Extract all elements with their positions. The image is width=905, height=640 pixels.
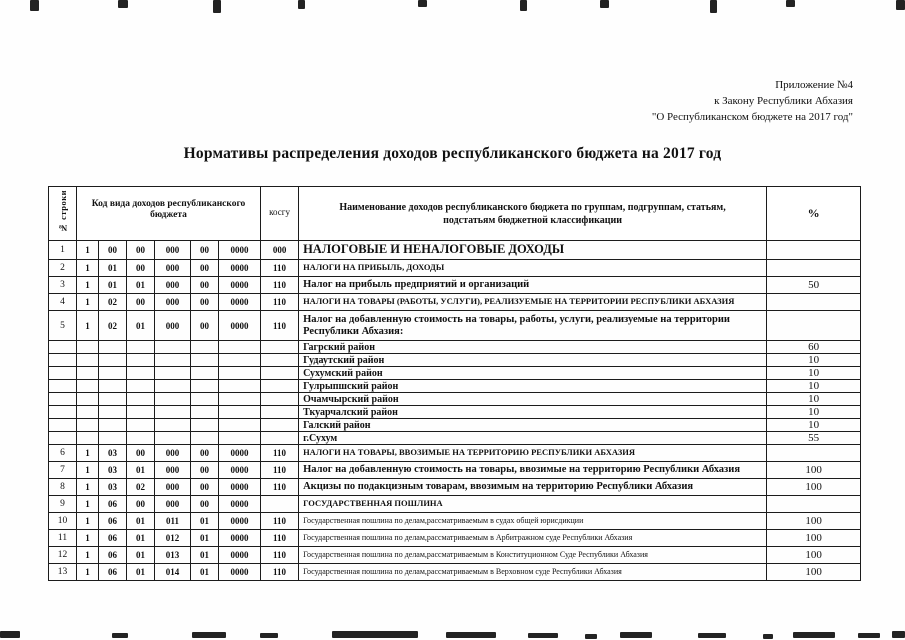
cell-row-number: 3: [49, 277, 77, 294]
scan-artifact: [858, 633, 880, 638]
cell-percent: 100: [767, 530, 861, 547]
scan-artifact: [793, 632, 835, 638]
scan-artifact: [585, 634, 597, 639]
cell-code-program: [219, 367, 261, 380]
cell-income-name: Очамчырский район: [299, 393, 767, 406]
scan-artifact: [30, 0, 39, 11]
table-row: [49, 277, 861, 294]
cell-code-program: 0000: [219, 311, 261, 341]
cell-code-element: [191, 341, 219, 354]
cell-code-article: [127, 432, 155, 445]
table-row: [49, 341, 861, 354]
cell-code-article: [127, 393, 155, 406]
cell-row-number: 1: [49, 241, 77, 260]
cell-code-article: 00: [127, 241, 155, 260]
cell-income-name: Государственная пошлина по делам,рассматриваемым в Верховном суде Республики Абхазия: [299, 564, 767, 581]
cell-code-group: 1: [77, 462, 99, 479]
col-header-kosgu: [261, 187, 299, 241]
cell-code-element: 01: [191, 547, 219, 564]
cell-code-group: [77, 367, 99, 380]
cell-row-number: 7: [49, 462, 77, 479]
cell-code-element: 00: [191, 445, 219, 462]
scan-artifact: [332, 631, 418, 638]
cell-percent: [767, 241, 861, 260]
budget-table: [48, 186, 861, 581]
cell-code-article: [127, 341, 155, 354]
cell-income-name: Налог на добавленную стоимость на товары, ввозимые на территорию Республики Абхазия: [299, 462, 767, 479]
scan-artifact: [698, 633, 726, 638]
cell-code-subgroup: 03: [99, 445, 127, 462]
col-header-percent: [767, 187, 861, 241]
cell-code-subgroup: 01: [99, 260, 127, 277]
cell-code-group: 1: [77, 311, 99, 341]
cell-code-element: [191, 393, 219, 406]
table-row: [49, 479, 861, 496]
cell-code-article: 00: [127, 445, 155, 462]
cell-percent: 100: [767, 513, 861, 530]
scan-artifact: [896, 0, 905, 10]
document-title: Нормативы распределения доходов республиканского бюджета на 2017 год: [183, 145, 722, 162]
cell-code-element: [191, 432, 219, 445]
cell-row-number: 6: [49, 445, 77, 462]
cell-code-program: 0000: [219, 530, 261, 547]
cell-code-subgroup: [99, 432, 127, 445]
cell-income-name: Гагрский район: [299, 341, 767, 354]
col-header-code: [77, 187, 261, 241]
cell-code-program: 0000: [219, 462, 261, 479]
cell-code-subgroup: [99, 380, 127, 393]
cell-percent: 60: [767, 341, 861, 354]
cell-code-article: [127, 406, 155, 419]
cell-code-subgroup: 02: [99, 311, 127, 341]
cell-code-subgroup: 06: [99, 496, 127, 513]
cell-row-number: [49, 432, 77, 445]
cell-code-element: 00: [191, 462, 219, 479]
cell-code-article: 01: [127, 547, 155, 564]
cell-income-name: Акцизы по подакцизным товарам, ввозимым на территорию Республики Абхазия: [299, 479, 767, 496]
cell-code-article: 00: [127, 260, 155, 277]
cell-code-subarticle: [155, 393, 191, 406]
table-row: [49, 445, 861, 462]
cell-row-number: 8: [49, 479, 77, 496]
cell-code-article: [127, 419, 155, 432]
cell-code-program: 0000: [219, 479, 261, 496]
cell-income-name: Гудаутский район: [299, 354, 767, 367]
cell-income-name: Государственная пошлина по делам,рассматриваемым в судах общей юрисдикции: [299, 513, 767, 530]
cell-kosgu: 110: [261, 277, 299, 294]
cell-percent: 10: [767, 393, 861, 406]
cell-percent: 50: [767, 277, 861, 294]
cell-code-subgroup: 06: [99, 513, 127, 530]
cell-code-program: [219, 380, 261, 393]
table-row: [49, 380, 861, 393]
cell-code-subarticle: 000: [155, 294, 191, 311]
cell-code-program: 0000: [219, 564, 261, 581]
table-row: [49, 393, 861, 406]
cell-percent: 100: [767, 547, 861, 564]
cell-row-number: 4: [49, 294, 77, 311]
cell-percent: [767, 311, 861, 341]
table-row: [49, 311, 861, 341]
cell-code-element: [191, 380, 219, 393]
appendix-line: Приложение №4: [775, 79, 853, 91]
cell-kosgu: 110: [261, 260, 299, 277]
appendix-line: к Закону Республики Абхазия: [714, 94, 853, 107]
cell-code-article: 02: [127, 479, 155, 496]
cell-percent: [767, 445, 861, 462]
cell-code-group: 1: [77, 564, 99, 581]
cell-income-name: г.Сухум: [299, 432, 767, 445]
cell-code-article: 01: [127, 513, 155, 530]
cell-row-number: [49, 419, 77, 432]
cell-code-article: 00: [127, 496, 155, 513]
cell-code-program: [219, 354, 261, 367]
cell-percent: 10: [767, 406, 861, 419]
appendix-line: "О Республиканском бюджете на 2017 год": [651, 110, 853, 123]
cell-kosgu: [261, 419, 299, 432]
cell-code-subarticle: 000: [155, 496, 191, 513]
cell-kosgu: 110: [261, 564, 299, 581]
cell-code-subgroup: 03: [99, 462, 127, 479]
scan-artifact: [600, 0, 609, 8]
cell-kosgu: 110: [261, 445, 299, 462]
scan-artifact: [118, 0, 128, 8]
table-row: [49, 367, 861, 380]
table-row: [49, 530, 861, 547]
cell-income-name: Галский район: [299, 419, 767, 432]
cell-code-group: 1: [77, 513, 99, 530]
scan-artifact: [763, 634, 773, 639]
cell-income-name: Налог на добавленную стоимость на товары, работы, услуги, реализуемые на территории Республики Абхазия:: [299, 311, 767, 341]
table-row: [49, 462, 861, 479]
cell-code-subgroup: 00: [99, 241, 127, 260]
cell-kosgu: [261, 432, 299, 445]
col-header-row-number: [49, 187, 77, 241]
cell-row-number: 12: [49, 547, 77, 564]
cell-percent: 10: [767, 419, 861, 432]
scan-artifact: [528, 633, 558, 638]
scan-artifact: [620, 632, 652, 638]
cell-kosgu: 110: [261, 311, 299, 341]
cell-code-article: 01: [127, 311, 155, 341]
cell-code-subgroup: [99, 341, 127, 354]
cell-code-subarticle: 000: [155, 277, 191, 294]
cell-percent: [767, 260, 861, 277]
cell-kosgu: [261, 367, 299, 380]
cell-code-program: 0000: [219, 241, 261, 260]
cell-income-name: НАЛОГОВЫЕ И НЕНАЛОГОВЫЕ ДОХОДЫ: [299, 241, 767, 260]
table-row: [49, 564, 861, 581]
table-row: [49, 547, 861, 564]
cell-row-number: 10: [49, 513, 77, 530]
cell-code-group: 1: [77, 294, 99, 311]
cell-percent: 100: [767, 564, 861, 581]
table-row: [49, 496, 861, 513]
cell-row-number: [49, 367, 77, 380]
cell-code-group: 1: [77, 445, 99, 462]
scan-artifact: [192, 632, 226, 638]
cell-row-number: 2: [49, 260, 77, 277]
kosgu-header-label: косгу: [269, 207, 290, 217]
cell-percent: [767, 496, 861, 513]
cell-code-element: [191, 406, 219, 419]
cell-code-program: [219, 419, 261, 432]
cell-code-element: 00: [191, 496, 219, 513]
scan-artifact: [260, 633, 278, 638]
code-header-label: Код вида доходов республиканского бюджета: [91, 198, 246, 220]
cell-code-subarticle: [155, 354, 191, 367]
income-name-header-label: Наименование доходов республиканского бюджета по группам, подгруппам, статьям, подстатьям бюджетной классификации: [339, 201, 726, 226]
cell-code-subarticle: 000: [155, 311, 191, 341]
cell-code-group: 1: [77, 241, 99, 260]
cell-kosgu: [261, 406, 299, 419]
cell-code-subgroup: 06: [99, 547, 127, 564]
cell-code-subarticle: [155, 341, 191, 354]
cell-code-group: [77, 341, 99, 354]
cell-code-subarticle: [155, 406, 191, 419]
cell-code-subarticle: 012: [155, 530, 191, 547]
cell-code-subgroup: 06: [99, 530, 127, 547]
cell-code-program: 0000: [219, 294, 261, 311]
cell-code-element: [191, 419, 219, 432]
cell-code-subgroup: [99, 419, 127, 432]
cell-code-element: 00: [191, 479, 219, 496]
cell-code-subgroup: 01: [99, 277, 127, 294]
cell-row-number: 13: [49, 564, 77, 581]
cell-code-element: 01: [191, 564, 219, 581]
table-row: [49, 294, 861, 311]
cell-row-number: [49, 380, 77, 393]
cell-code-group: [77, 354, 99, 367]
cell-kosgu: [261, 354, 299, 367]
cell-kosgu: 110: [261, 530, 299, 547]
cell-income-name: НАЛОГИ НА ТОВАРЫ (РАБОТЫ, УСЛУГИ), РЕАЛИЗУЕМЫЕ НА ТЕРРИТОРИИ РЕСПУБЛИКИ АБХАЗИЯ: [299, 294, 767, 311]
percent-header-label: %: [807, 206, 820, 220]
cell-income-name: ГОСУДАРСТВЕННАЯ ПОШЛИНА: [299, 496, 767, 513]
cell-code-program: 0000: [219, 260, 261, 277]
cell-code-article: 01: [127, 462, 155, 479]
cell-code-element: 01: [191, 530, 219, 547]
cell-code-element: 00: [191, 241, 219, 260]
scan-artifact: [112, 633, 128, 638]
cell-code-subarticle: 013: [155, 547, 191, 564]
cell-row-number: [49, 354, 77, 367]
scan-artifact: [710, 0, 717, 13]
cell-code-program: 0000: [219, 445, 261, 462]
cell-code-program: [219, 406, 261, 419]
cell-kosgu: 110: [261, 462, 299, 479]
cell-code-element: 00: [191, 260, 219, 277]
table-row: [49, 260, 861, 277]
cell-code-subarticle: [155, 432, 191, 445]
table-row: [49, 419, 861, 432]
cell-income-name: Государственная пошлина по делам,рассматриваемым в Конституционном Суде Республики Абхазия: [299, 547, 767, 564]
cell-kosgu: 110: [261, 513, 299, 530]
cell-code-program: [219, 341, 261, 354]
cell-percent: [767, 294, 861, 311]
cell-code-group: [77, 406, 99, 419]
scan-artifact: [213, 0, 221, 13]
cell-percent: 10: [767, 354, 861, 367]
scan-artifact: [892, 631, 905, 638]
cell-income-name: НАЛОГИ НА ПРИБЫЛЬ, ДОХОДЫ: [299, 260, 767, 277]
cell-code-article: [127, 367, 155, 380]
cell-code-element: 01: [191, 513, 219, 530]
cell-row-number: [49, 406, 77, 419]
cell-code-program: 0000: [219, 496, 261, 513]
cell-percent: 10: [767, 367, 861, 380]
cell-percent: 10: [767, 380, 861, 393]
table-row: [49, 432, 861, 445]
cell-code-article: 01: [127, 530, 155, 547]
cell-income-name: НАЛОГИ НА ТОВАРЫ, ВВОЗИМЫЕ НА ТЕРРИТОРИЮ РЕСПУБЛИКИ АБХАЗИЯ: [299, 445, 767, 462]
scan-artifact: [0, 631, 20, 638]
cell-code-subgroup: 03: [99, 479, 127, 496]
table-row: [49, 241, 861, 260]
cell-code-group: 1: [77, 277, 99, 294]
cell-code-element: 00: [191, 311, 219, 341]
cell-code-group: 1: [77, 547, 99, 564]
cell-code-subarticle: 000: [155, 479, 191, 496]
table-body: [49, 241, 861, 581]
scan-artifact: [446, 632, 496, 638]
cell-kosgu: 110: [261, 479, 299, 496]
cell-code-program: [219, 432, 261, 445]
cell-code-group: [77, 419, 99, 432]
cell-row-number: [49, 341, 77, 354]
col-header-income-name: [299, 187, 767, 241]
cell-kosgu: 000: [261, 241, 299, 260]
appendix-note: [652, 78, 853, 126]
cell-code-element: [191, 367, 219, 380]
cell-code-program: 0000: [219, 547, 261, 564]
cell-code-program: 0000: [219, 513, 261, 530]
scan-artifact: [786, 0, 795, 7]
cell-code-subgroup: [99, 367, 127, 380]
cell-code-subarticle: 000: [155, 241, 191, 260]
cell-kosgu: [261, 341, 299, 354]
cell-code-article: [127, 380, 155, 393]
cell-code-article: [127, 354, 155, 367]
table-row: [49, 354, 861, 367]
cell-row-number: [49, 393, 77, 406]
cell-code-subgroup: [99, 406, 127, 419]
cell-code-subarticle: 000: [155, 260, 191, 277]
cell-code-subarticle: 000: [155, 445, 191, 462]
cell-kosgu: [261, 380, 299, 393]
cell-code-group: 1: [77, 260, 99, 277]
cell-code-article: 01: [127, 277, 155, 294]
table-row: [49, 513, 861, 530]
cell-kosgu: [261, 393, 299, 406]
cell-code-program: 0000: [219, 277, 261, 294]
cell-code-article: 00: [127, 294, 155, 311]
cell-code-group: 1: [77, 496, 99, 513]
cell-code-subarticle: 014: [155, 564, 191, 581]
cell-code-element: [191, 354, 219, 367]
cell-code-subgroup: [99, 354, 127, 367]
cell-code-element: 00: [191, 277, 219, 294]
cell-kosgu: [261, 496, 299, 513]
cell-row-number: 5: [49, 311, 77, 341]
cell-code-group: 1: [77, 530, 99, 547]
cell-code-subarticle: [155, 380, 191, 393]
cell-kosgu: 110: [261, 547, 299, 564]
cell-percent: 100: [767, 462, 861, 479]
cell-row-number: 11: [49, 530, 77, 547]
cell-code-element: 00: [191, 294, 219, 311]
scan-artifact: [418, 0, 427, 7]
cell-income-name: Сухумский район: [299, 367, 767, 380]
row-number-label: № строки: [57, 189, 68, 233]
cell-code-article: 01: [127, 564, 155, 581]
scan-artifact: [520, 0, 527, 11]
cell-income-name: Ткуарчалский район: [299, 406, 767, 419]
cell-code-subgroup: [99, 393, 127, 406]
cell-income-name: Гулрыпшский район: [299, 380, 767, 393]
scan-artifact: [298, 0, 305, 9]
cell-percent: 100: [767, 479, 861, 496]
cell-code-group: [77, 380, 99, 393]
cell-code-subarticle: [155, 419, 191, 432]
cell-code-group: 1: [77, 479, 99, 496]
table-header-row: [49, 187, 861, 241]
cell-kosgu: 110: [261, 294, 299, 311]
cell-code-group: [77, 432, 99, 445]
cell-income-name: Налог на прибыль предприятий и организаций: [299, 277, 767, 294]
cell-code-group: [77, 393, 99, 406]
cell-code-subgroup: 02: [99, 294, 127, 311]
cell-code-subarticle: 000: [155, 462, 191, 479]
cell-row-number: 9: [49, 496, 77, 513]
cell-income-name: Государственная пошлина по делам,рассматриваемым в Арбитражном суде Республики Абхазия: [299, 530, 767, 547]
cell-code-subarticle: 011: [155, 513, 191, 530]
cell-code-subgroup: 06: [99, 564, 127, 581]
table-row: [49, 406, 861, 419]
cell-percent: 55: [767, 432, 861, 445]
cell-code-program: [219, 393, 261, 406]
cell-code-subarticle: [155, 367, 191, 380]
